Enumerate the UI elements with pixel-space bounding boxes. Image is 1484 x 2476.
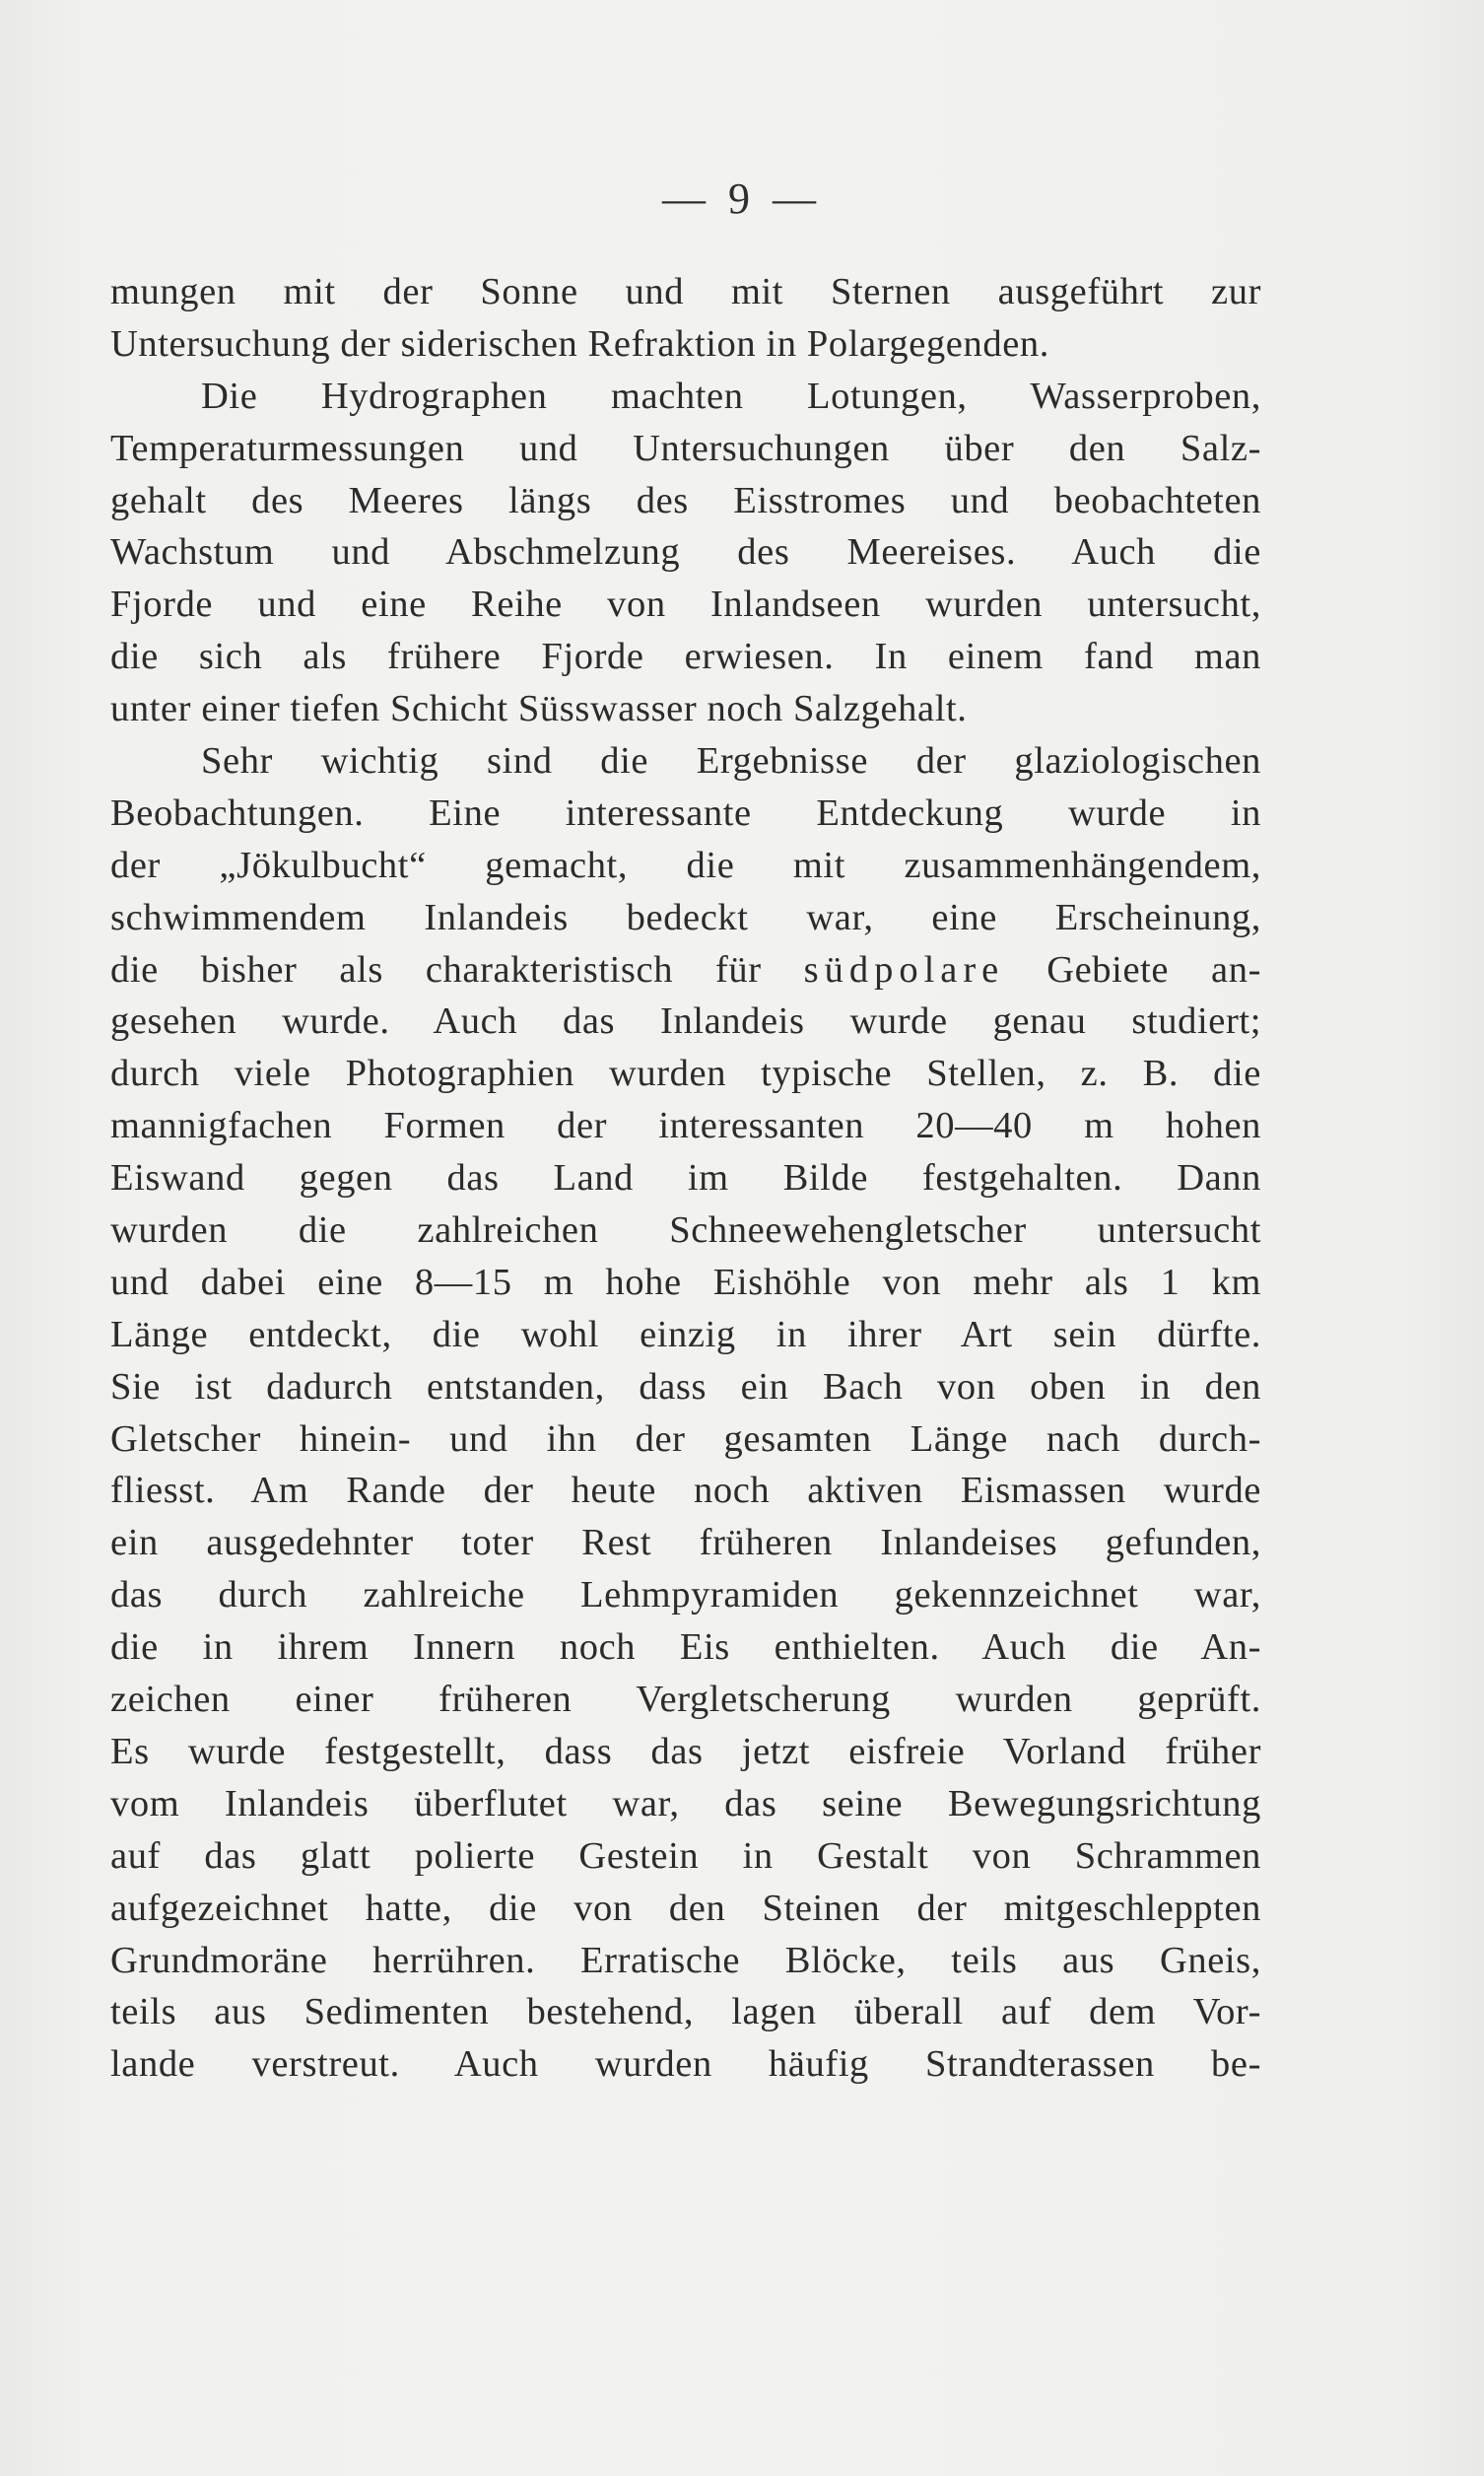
text-line: zeichen einer früheren Vergletscherung wurden geprüft. [110, 1679, 1261, 1721]
text-line [110, 944, 1261, 997]
text-line: Temperaturmessungen und Untersuchungen über den Salz- [110, 427, 1261, 469]
text-line: unter einer tiefen Schicht Süsswasser noch Salzgehalt. [110, 688, 968, 730]
text-line: schwimmendem Inlandeis bedeckt war, eine Erscheinung, [110, 896, 1261, 938]
text-line: Sehr wichtig sind die Ergebnisse der glaziologischen [201, 740, 1261, 783]
text-line: Sie ist dadurch entstanden, dass ein Bach von oben in den [110, 1365, 1261, 1408]
text-line: ein ausgedehnter toter Rest früheren Inlandeises gefunden, [110, 1522, 1261, 1564]
text-line: Wachstum und Abschmelzung des Meereises. Auch die [110, 531, 1261, 574]
text-line: lande verstreut. Auch wurden häufig Strandterassen be- [110, 2043, 1261, 2086]
text-line: vom Inlandeis überflutet war, das seine Bewegungsrichtung [110, 1782, 1261, 1824]
emphasized-spaced-word: südpolare [803, 948, 1005, 991]
text-line: das durch zahlreiche Lehmpyramiden gekennzeichnet war, [110, 1574, 1261, 1616]
text-line: die sich als frühere Fjorde erwiesen. In einem fand man [110, 636, 1261, 678]
text-line: gesehen wurde. Auch das Inlandeis wurde genau studiert; [110, 1000, 1261, 1043]
text-line: Die Hydrographen machten Lotungen, Wasserproben, [201, 375, 1261, 417]
text-line: und dabei eine 8—15 m hohe Eishöhle von mehr als 1 km [110, 1261, 1261, 1303]
text-line: Fjorde und eine Reihe von Inlandseen wurden untersucht, [110, 584, 1261, 626]
text-line: fliesst. Am Rande der heute noch aktiven Eismassen wurde [110, 1470, 1261, 1512]
text-line: Untersuchung der siderischen Refraktion in Polargegenden. [110, 322, 1049, 365]
body-text [110, 266, 1261, 2091]
text-line: gehalt des Meeres längs des Eisstromes und beobachteten [110, 479, 1261, 521]
text-line: mungen mit der Sonne und mit Sternen ausgeführt zur [110, 271, 1261, 312]
page-number: — 9 — [662, 174, 822, 223]
text-line: auf das glatt polierte Gestein in Gestalt von Schrammen [110, 1834, 1261, 1877]
text-line: teils aus Sedimenten bestehend, lagen überall auf dem Vor- [110, 1991, 1261, 2033]
text-line: Es wurde festgestellt, dass das jetzt eisfreie Vorland früher [110, 1730, 1261, 1772]
text-line: die in ihrem Innern noch Eis enthielten. Auch die An- [110, 1626, 1261, 1669]
text-line: Beobachtungen. Eine interessante Entdeckung wurde in [110, 791, 1261, 834]
text-line: wurden die zahlreichen Schneewehengletscher untersucht [110, 1209, 1261, 1252]
text-line: mannigfachen Formen der interessanten 20—40 m hohen [110, 1105, 1261, 1147]
text-line: aufgezeichnet hatte, die von den Steinen der mitgeschleppten [110, 1887, 1261, 1929]
text-line: Eiswand gegen das Land im Bilde festgehalten. Dann [110, 1157, 1261, 1200]
text-line: durch viele Photographien wurden typische Stellen, z. B. die [110, 1053, 1261, 1095]
text-line: der „Jökulbucht“ gemacht, die mit zusammenhängendem, [110, 844, 1261, 886]
text-segment: Gebiete an- [1004, 948, 1261, 991]
text-segment: die bisher als charakteristisch für [110, 948, 804, 991]
text-line: Länge entdeckt, die wohl einzig in ihrer Art sein dürfte. [110, 1313, 1261, 1355]
text-line: Grundmoräne herrühren. Erratische Blöcke, teils aus Gneis, [110, 1939, 1261, 1981]
text-line: Gletscher hinein- und ihn der gesamten Länge nach durch- [110, 1417, 1261, 1460]
